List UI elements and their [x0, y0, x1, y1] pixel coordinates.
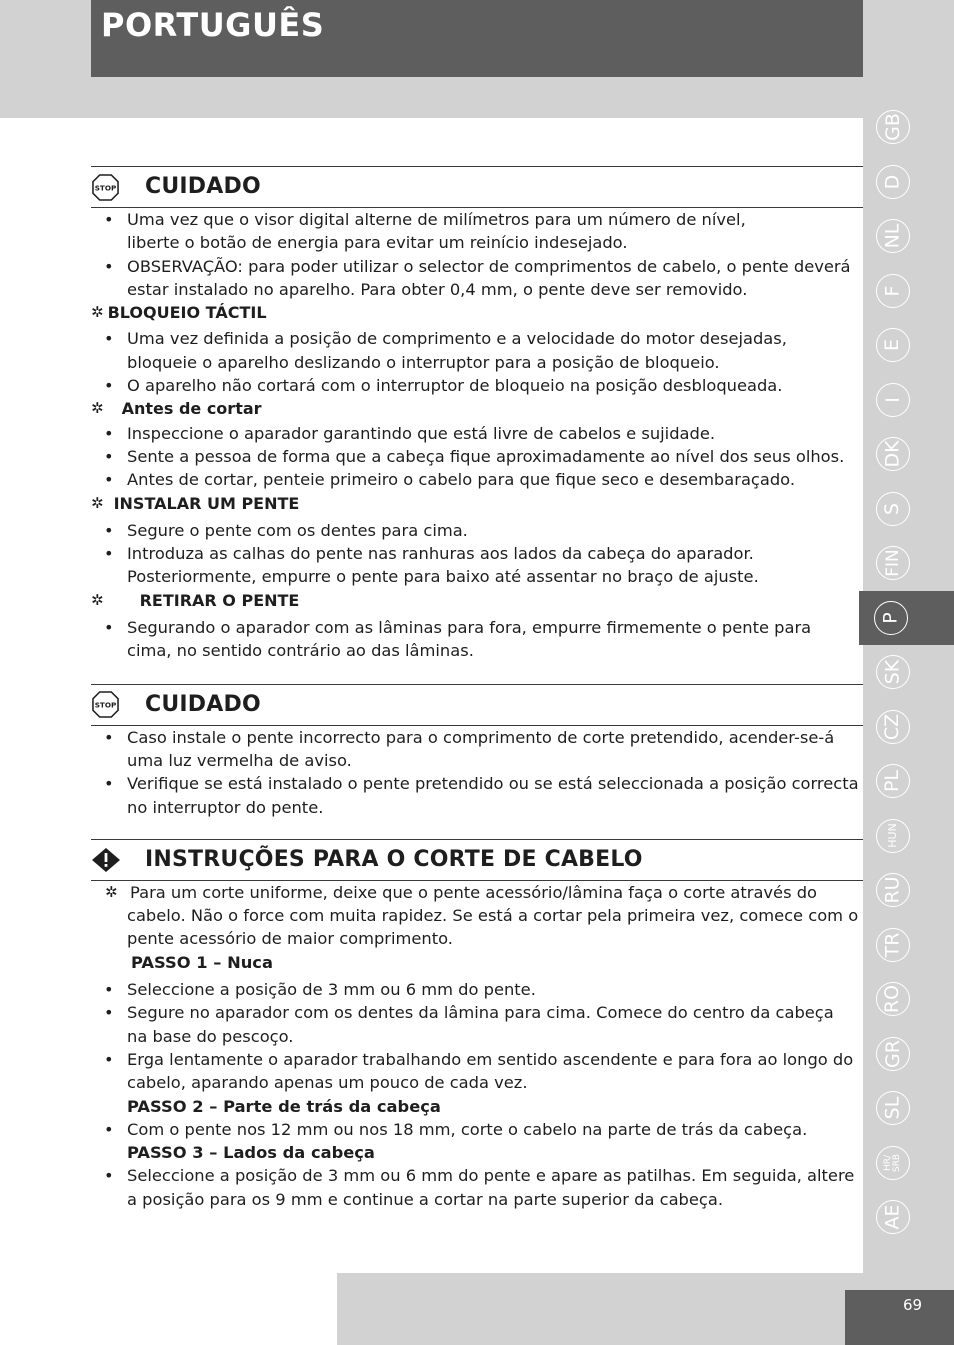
star-icon: ✲	[91, 493, 104, 512]
instructions-title: INSTRUÇÕES PARA O CORTE DE CABELO	[145, 847, 643, 873]
tab-sk[interactable]: SK	[863, 645, 922, 700]
header-bar	[91, 0, 863, 77]
tab-hr-srb[interactable]: HR/ SRB	[863, 1136, 922, 1191]
warning-icon	[91, 847, 121, 873]
list-item: • Segure no aparador com os dentes da lâmina para cima. Comece do centro da cabeça na base do pescoço.	[91, 1001, 863, 1048]
star-icon: ✲	[91, 303, 104, 322]
bottom-margin	[0, 1273, 337, 1345]
tab-ae[interactable]: AE	[863, 1190, 922, 1245]
intro-text: Para um corte uniforme, deixe que o pente acessório/lâmina faça o corte através do cabelo. Não o force com muita rapidez. Se está a cortar pela primeira vez, comece com o pente acessório de maior comprimento.	[127, 882, 859, 949]
caution-title: CUIDADO	[145, 691, 261, 717]
subheading-label: Antes de cortar	[121, 399, 262, 419]
passo-1-list	[91, 978, 863, 1094]
caution-list-2	[91, 726, 863, 819]
retirar-list	[91, 616, 863, 663]
tab-dk[interactable]: DK	[863, 427, 922, 482]
passo-3-heading: PASSO 3 – Lados da cabeça	[127, 1143, 375, 1163]
page-title: PORTUGUÊS	[101, 6, 325, 44]
stop-icon	[92, 691, 119, 718]
list-item: • O aparelho não cortará com o interruptor de bloqueio na posição desbloqueada.	[91, 374, 863, 397]
tab-d[interactable]: D	[863, 155, 922, 210]
tab-cz[interactable]: CZ	[863, 700, 922, 755]
instructions-heading	[91, 839, 863, 881]
tab-p[interactable]: P	[859, 591, 954, 646]
passo-3-list	[91, 1164, 863, 1211]
subheading-retirar	[91, 589, 863, 612]
instructions-intro	[91, 881, 863, 951]
subheading-antes	[91, 397, 863, 420]
antes-list	[91, 422, 863, 492]
tab-pl[interactable]: PL	[863, 754, 922, 809]
list-item: • Seleccione a posição de 3 mm ou 6 mm do pente.	[91, 978, 863, 1001]
svg-text:STOP: STOP	[94, 182, 117, 192]
list-item: • Erga lentamente o aparador trabalhando em sentido ascendente e para fora ao longo do cabelo, aparando apenas um pouco de cada vez.	[91, 1048, 863, 1095]
main-content	[91, 166, 863, 1211]
list-item: • Sente a pessoa de forma que a cabeça fique aproximadamente ao nível dos seus olhos.	[91, 445, 863, 468]
star-icon: ✲	[105, 882, 118, 901]
list-item: • Inspeccione o aparador garantindo que está livre de cabelos e sujidade.	[91, 422, 863, 445]
subheading-bloqueio	[91, 301, 863, 324]
bloqueio-list	[91, 327, 863, 397]
list-item: • Uma vez definida a posição de comprimento e a velocidade do motor desejadas, bloqueie o aparelho deslizando o interruptor para a posição de bloqueio.	[91, 327, 863, 374]
list-item: • Verifique se está instalado o pente pretendido ou se está seleccionada a posição correcta no interruptor do pente.	[91, 772, 863, 819]
instalar-list	[91, 519, 863, 589]
caution-heading-2	[91, 684, 863, 726]
tab-nl[interactable]: NL	[863, 209, 922, 264]
tab-f[interactable]: F	[863, 264, 922, 319]
subheading-instalar	[91, 492, 863, 515]
page-number: 69	[903, 1296, 923, 1314]
tab-hun[interactable]: HUN	[863, 809, 922, 864]
tab-sl[interactable]: SL	[863, 1081, 922, 1136]
tab-e[interactable]: E	[863, 318, 922, 373]
caution-heading-1	[91, 166, 863, 208]
list-item: • Antes de cortar, penteie primeiro o cabelo para que fique seco e desembaraçado.	[91, 468, 863, 491]
list-item: • Caso instale o pente incorrecto para o comprimento de corte pretendido, acender-se-á uma luz vermelha de aviso.	[91, 726, 863, 773]
tab-fin[interactable]: FIN	[863, 536, 922, 591]
passo-1-heading: PASSO 1 – Nuca	[131, 952, 273, 972]
tab-gr[interactable]: GR	[863, 1027, 922, 1082]
subheading-label: INSTALAR UM PENTE	[113, 493, 300, 513]
tab-gb[interactable]: GB	[863, 100, 922, 155]
svg-text:STOP: STOP	[94, 700, 117, 710]
caution-title: CUIDADO	[145, 174, 261, 200]
subheading-label: BLOQUEIO TÁCTIL	[107, 303, 267, 323]
list-item: • Com o pente nos 12 mm ou nos 18 mm, corte o cabelo na parte de trás da cabeça.	[91, 1118, 863, 1141]
subheading-label: RETIRAR O PENTE	[139, 590, 300, 610]
tab-ru[interactable]: RU	[863, 863, 922, 918]
tab-tr[interactable]: TR	[863, 918, 922, 973]
passo-2-list	[91, 1118, 863, 1141]
page-number-box	[845, 1290, 954, 1345]
list-item: • Uma vez que o visor digital alterne de milímetros para um número de nível, liberte o botão de energia para evitar um reinício indesejado.	[91, 208, 863, 255]
stop-icon	[92, 174, 119, 201]
list-item: • Segurando o aparador com as lâminas para fora, empurre firmemente o pente para cima, no sentido contrário ao das lâminas.	[91, 616, 863, 663]
star-icon: ✲	[91, 590, 104, 609]
list-item: • Introduza as calhas do pente nas ranhuras aos lados da cabeça do aparador. Posteriormente, empurre o pente para baixo até assentar no braço de ajuste.	[91, 542, 863, 589]
list-item: • OBSERVAÇÃO: para poder utilizar o selector de comprimentos de cabelo, o pente deverá estar instalado no aparelho. Para obter 0,4 mm, o pente deve ser removido.	[91, 255, 863, 302]
tab-s[interactable]: S	[863, 482, 922, 537]
list-item: • Seleccione a posição de 3 mm ou 6 mm do pente e apare as patilhas. Em seguida, altere a posição para os 9 mm e continue a cortar na parte superior da cabeça.	[91, 1164, 863, 1211]
passo-2-heading: PASSO 2 – Parte de trás da cabeça	[127, 1096, 441, 1116]
tab-ro[interactable]: RO	[863, 972, 922, 1027]
list-item: • Segure o pente com os dentes para cima.	[91, 519, 863, 542]
star-icon: ✲	[91, 399, 104, 418]
caution-list-1	[91, 208, 863, 301]
language-tabs	[863, 100, 922, 1245]
tab-i[interactable]: I	[863, 373, 922, 428]
